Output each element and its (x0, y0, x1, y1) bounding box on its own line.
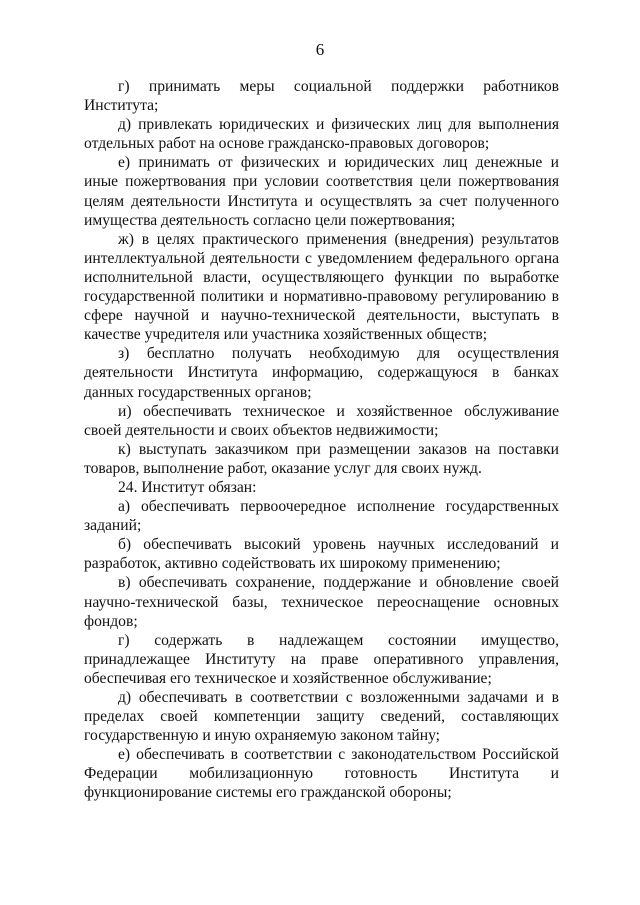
paragraph-a-state-tasks: а) обеспечивать первоочередное исполнение государственных заданий; (84, 498, 559, 535)
paragraph-g-property-upkeep: г) содержать в надлежащем состоянии имущество, принадлежащее Институту на праве оперативного управления, обеспечивая его техническое и хозяйственное обслуживание; (84, 631, 559, 687)
paragraph-z-free-information: з) бесплатно получать необходимую для осуществления деятельности Института информацию, содержащуюся в банках данных государственных органов; (84, 345, 559, 401)
paragraph-v-technical-base: в) обеспечивать сохранение, поддержание и обновление своей научно-технической базы, техническое переоснащение основных фондов; (84, 574, 559, 630)
paragraph-zh-business-companies: ж) в целях практического применения (внедрения) результатов интеллектуальной деятельности с уведомлением федерального органа исполнительной власти, осуществляющего функции по выработке государственной политики и нормативно-правовому регулированию в сфере научной и научно-технической деятельности, выступать в качестве учредителя или участника хозяйственных обществ; (84, 230, 559, 344)
section-24-heading: 24. Институт обязан: (118, 478, 257, 496)
paragraph-k-procurement: к) выступать заказчиком при размещении заказов на поставки товаров, выполнение работ, оказание услуг для своих нужд. (84, 440, 559, 477)
document-body (84, 77, 559, 803)
paragraph-g-social-support: г) принимать меры социальной поддержки работников Института; (84, 78, 559, 115)
paragraph-b-research-level: б) обеспечивать высокий уровень научных исследований и разработок, активно содействовать их широкому применению; (84, 536, 559, 573)
page-number: 6 (315, 40, 325, 59)
paragraph-e-mobilization: е) обеспечивать в соответствии с законодательством Российской Федерации мобилизационную готовность Института и функционирование системы его гражданской обороны; (84, 746, 559, 802)
paragraph-i-maintenance: и) обеспечивать техническое и хозяйственное обслуживание своей деятельности и своих объектов недвижимости; (84, 402, 559, 439)
paragraph-d-secret-protection: д) обеспечивать в соответствии с возложенными задачами и в пределах своей компетенции защиту сведений, составляющих государственную и иную охраняемую законом тайну; (84, 689, 559, 745)
paragraph-e-donations: е) принимать от физических и юридических лиц денежные и иные пожертвования при условии соответствия цели пожертвования целям деятельности Института и осуществлять за счет полученного имущества деятельность согласно цели пожертвования; (84, 154, 559, 229)
paragraph-d-attract-persons: д) привлекать юридических и физических лиц для выполнения отдельных работ на основе гражданско-правовых договоров; (84, 116, 559, 153)
